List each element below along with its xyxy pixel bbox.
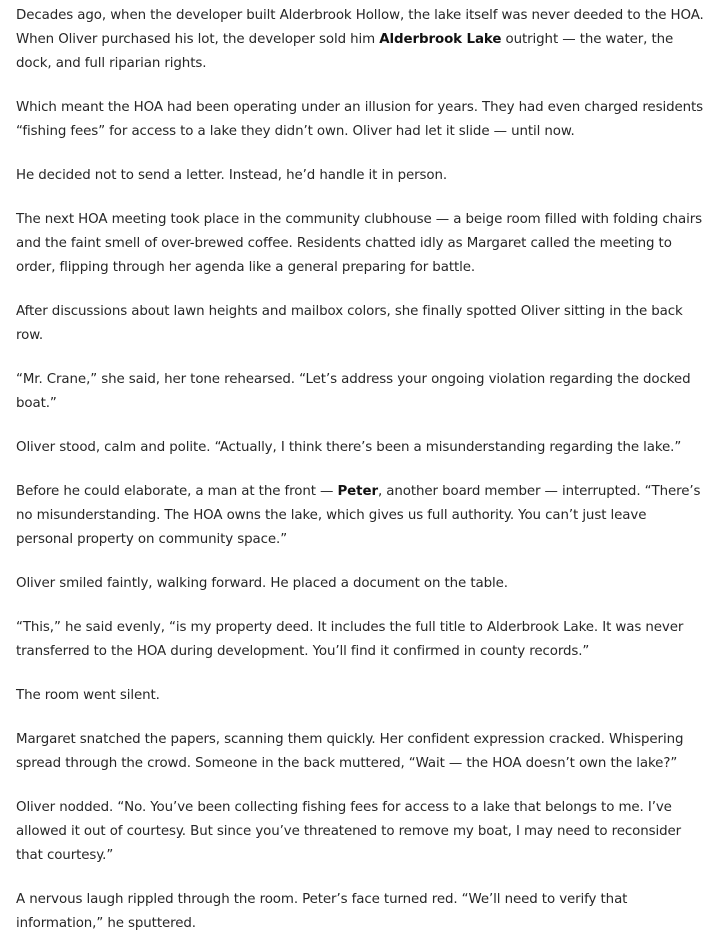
paragraph-7: Oliver stood, calm and polite. “Actually, I think there’s been a misunderstanding regarding the lake.” xyxy=(16,440,682,455)
paragraph-8-text-end: , another board member — interrupted. “There’s no misunderstanding. The HOA owns the lake, which gives us full authority. You can’t just leave personal property on community space.” xyxy=(16,484,701,547)
peter-name-bold: Peter xyxy=(337,484,378,499)
paragraph-1 xyxy=(16,4,705,76)
paragraph-3: He decided not to send a letter. Instead, he’d handle it in person. xyxy=(16,168,448,183)
paragraph-1-text-end: outright — the water, the dock, and full riparian rights. xyxy=(16,32,674,71)
lake-name-bold: Alderbrook Lake xyxy=(379,32,502,47)
paragraph-2: Which meant the HOA had been operating under an illusion for years. They had even charged residents “fishing fees” for access to a lake they didn’t own. Oliver had let it slide — until now. xyxy=(16,100,704,139)
paragraph-14: A nervous laugh rippled through the room. Peter’s face turned red. “We’ll need to verify that information,” he sputtered. xyxy=(16,892,628,931)
paragraph-10: “This,” he said evenly, “is my property deed. It includes the full title to Alderbrook Lake. It was never transferred to the HOA during development. You’ll find it confirmed in county records.” xyxy=(16,620,684,659)
paragraph-6: “Mr. Crane,” she said, her tone rehearsed. “Let’s address your ongoing violation regarding the docked boat.” xyxy=(16,372,691,411)
paragraph-5: After discussions about lawn heights and mailbox colors, she finally spotted Oliver sitting in the back row. xyxy=(16,304,683,343)
paragraph-1-text-start: Decades ago, when the developer built Alderbrook Hollow, the lake itself was never deeded to the HOA. When Oliver purchased his lot, the developer sold him xyxy=(16,8,704,47)
paragraph-11: The room went silent. xyxy=(16,688,160,703)
paragraph-8-text-start: Before he could elaborate, a man at the front — xyxy=(16,484,338,499)
paragraph-12: Margaret snatched the papers, scanning them quickly. Her confident expression cracked. Whispering spread through the crowd. Someone in the back muttered, “Wait — the HOA doesn’t own the lake?” xyxy=(16,732,684,771)
paragraph-8 xyxy=(16,480,705,552)
paragraph-4: The next HOA meeting took place in the community clubhouse — a beige room filled with folding chairs and the faint smell of over-brewed coffee. Residents chatted idly as Margaret called the meeting to order, flipping through her agenda like a general preparing for battle. xyxy=(16,212,703,275)
paragraph-13: Oliver nodded. “No. You’ve been collecting fishing fees for access to a lake that belongs to me. I’ve allowed it out of courtesy. But since you’ve threatened to remove my boat, I may need to reconsider that courtesy.” xyxy=(16,800,682,863)
paragraph-9: Oliver smiled faintly, walking forward. He placed a document on the table. xyxy=(16,576,508,591)
